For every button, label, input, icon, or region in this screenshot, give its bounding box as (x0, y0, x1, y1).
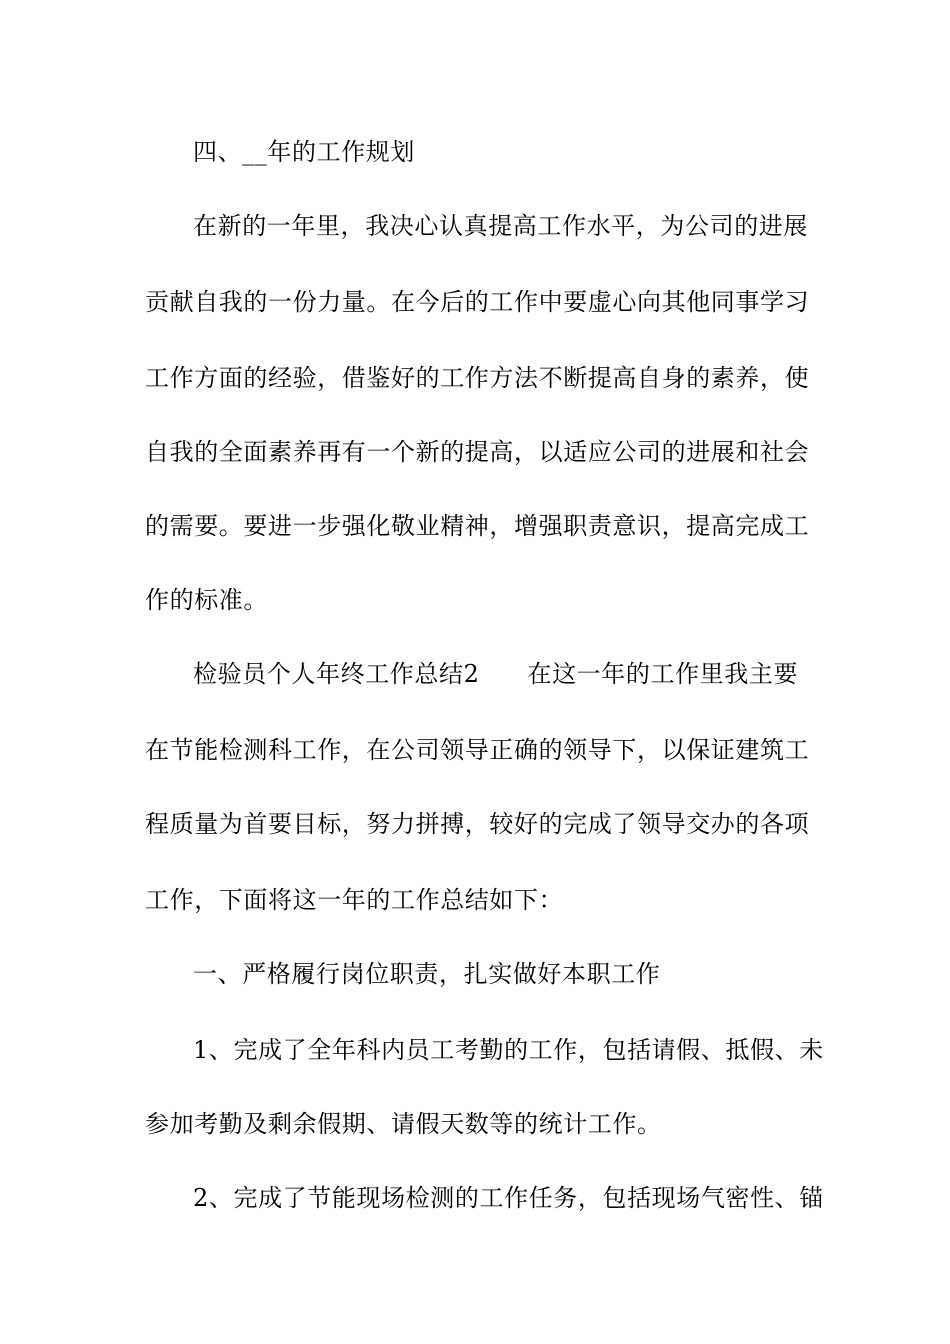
summary-intro: 在这一年的工作里我主要 (527, 660, 799, 688)
list-item-1: 1、完成了全年科内员工考勤的工作，包括请假、抵假、未 (193, 1036, 824, 1064)
paragraph-line: 作的标准。 (145, 586, 268, 614)
list-item-2: 2、完成了节能现场检测的工作任务，包括现场气密性、锚 (193, 1184, 824, 1212)
paragraph-line: 参加考勤及剩余假期、请假天数等的统计工作。 (145, 1110, 662, 1138)
paragraph-line: 贡献自我的一份力量。在今后的工作中要虚心向其他同事学习 (145, 288, 810, 316)
section-heading-duties: 一、严格履行岗位职责，扎实做好本职工作 (193, 960, 661, 988)
paragraph-line: 在新的一年里，我决心认真提高工作水平，为公司的进展 (193, 212, 808, 240)
paragraph-line: 程质量为首要目标，努力拼搏，较好的完成了领导交办的各项 (145, 810, 810, 838)
summary-title: 检验员个人年终工作总结2 (193, 660, 480, 688)
summary-title-line (193, 658, 825, 690)
paragraph-line: 工作方面的经验，借鉴好的工作方法不断提高自身的素养，使 (145, 364, 810, 392)
paragraph-line: 在节能检测科工作，在公司领导正确的领导下，以保证建筑工 (145, 736, 810, 764)
paragraph-line: 自我的全面素养再有一个新的提高，以适应公司的进展和社会 (145, 438, 810, 466)
paragraph-line: 工作，下面将这一年的工作总结如下： (145, 886, 564, 914)
section-heading-plan: 四、__年的工作规划 (193, 138, 415, 166)
paragraph-line: 的需要。要进一步强化敬业精神，增强职责意识，提高完成工 (145, 512, 810, 540)
